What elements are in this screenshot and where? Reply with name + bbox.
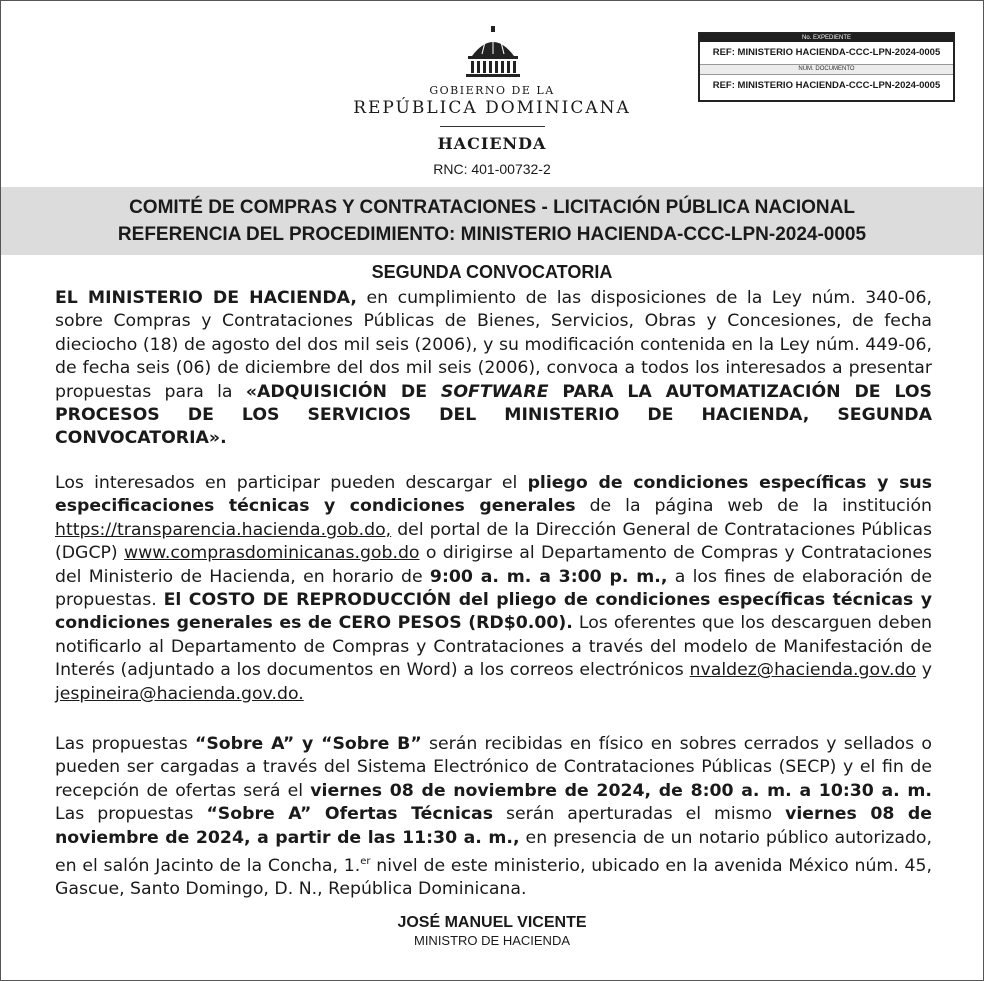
p2-bold-pliego: pliego de condiciones específicas y sus especificaciones técnicas y condiciones generales <box>55 473 932 517</box>
jespineira-email-link[interactable]: jespineira@hacienda.gov.do. <box>55 683 304 704</box>
p2-text-g: o dirigirse al Departamento de Compras y Contrataciones del Ministerio de Hacienda, en horario de <box>55 543 932 587</box>
p3-text-g: serán aperturadas el mismo <box>493 804 786 825</box>
p3-text-i: en presencia de un notario público autorizado, en el salón Jacinto de la Concha, 1. <box>55 827 932 876</box>
paragraph-2 <box>55 472 932 706</box>
comprasdominicanas-link[interactable]: www.comprasdominicanas.gob.do <box>124 543 420 564</box>
transparencia-link[interactable]: https://transparencia.hacienda.gob.do, <box>55 519 392 540</box>
p3-text-e: Las propuestas <box>55 804 207 825</box>
p2-text-k: Los oferentes que los descarguen deben notificarlo al Departamento de Compras y Contrataciones a través del modelo de Manifestación de Interés (adjuntado a los documentos en Word) a los correos electrónicos <box>55 613 933 681</box>
p1-bold-title-end: PARA LA AUTOMATIZACIÓN DE LOS PROCESOS DE LOS SERVICIOS DEL MINISTERIO DE HACIENDA, SEGUNDA CONVOCATORIA». <box>55 381 932 449</box>
p3-bold-sobres: “Sobre A” y “Sobre B” <box>194 734 422 754</box>
government-line-2: REPÚBLICA DOMINICANA <box>353 98 631 118</box>
p1-bold-title: «ADQUISICIÓN DE <box>245 381 441 402</box>
p2-text-a: Los interesados en participar pueden descargar el <box>55 473 528 493</box>
p1-software: SOFTWARE <box>440 381 549 402</box>
expediente-label: No. EXPEDIENTE <box>700 34 953 42</box>
documento-label: NÚM. DOCUMENTO <box>700 64 953 75</box>
p2-text-m: y <box>916 660 932 681</box>
government-line-1: GOBIERNO DE LA <box>429 84 555 97</box>
rnc-number: RNC: 401-00732-2 <box>433 161 551 177</box>
signatory-role: MINISTRO DE HACIENDA <box>413 933 570 948</box>
title-line-2: REFERENCIA DEL PROCEDIMIENTO: MINISTERIO HACIENDA-CCC-LPN-2024-0005 <box>117 224 867 245</box>
subtitle: SEGUNDA CONVOCATORIA <box>371 262 613 282</box>
government-dome-logo-icon <box>462 26 524 78</box>
title-band <box>1 187 983 255</box>
p2-bold-horario: 9:00 a. m. a 3:00 p. m., <box>429 566 668 587</box>
p2-text-i: a los fines de elaboración de propuestas. <box>55 566 932 611</box>
title-line-1: COMITÉ DE COMPRAS Y CONTRATACIONES - LICITACIÓN PÚBLICA NACIONAL <box>129 197 855 218</box>
p3-text-k: nivel de este ministerio, ubicado en la avenida México núm. 45, Gascue, Santo Domingo, D. N., República Dominicana. <box>55 855 932 900</box>
expediente-ref: REF: MINISTERIO HACIENDA-CCC-LPN-2024-0005 <box>712 47 941 58</box>
p1-bold: EL MINISTERIO DE HACIENDA, <box>55 288 357 308</box>
signatory-name: JOSÉ MANUEL VICENTE <box>397 914 587 931</box>
p3-superscript: er <box>360 856 371 868</box>
documento-ref: REF: MINISTERIO HACIENDA-CCC-LPN-2024-0005 <box>712 80 941 91</box>
p3-text-a: Las propuestas <box>55 734 195 754</box>
p2-text-c: de la página web de la institución <box>575 496 933 517</box>
p2-text-e: del portal de la Dirección General de Contrataciones Públicas (DGCP) <box>55 519 932 564</box>
paragraph-3 <box>55 733 932 902</box>
paragraph-1 <box>55 287 932 451</box>
p1-text: en cumplimiento de las disposiciones de la Ley núm. 340-06, sobre Compras y Contrataciones Públicas de Bienes, Servicios, Obras y Concesiones, de fecha dieciocho (18) de agosto del dos mil seis (2006), y su modificación contenida en la Ley núm. 449-06, de fecha seis (06) de diciembre del dos mil seis (2006), convoca a todos los interesados a presentar propuestas para la <box>55 288 933 402</box>
p3-bold-ofertas: “Sobre A” Ofertas Técnicas <box>206 804 493 825</box>
nvaldez-email-link[interactable]: nvaldez@hacienda.gov.do <box>689 660 917 681</box>
reference-box <box>698 32 955 102</box>
p3-bold-fecha: viernes 08 de noviembre de 2024, de 8:00 a. m. a 10:30 a. m. <box>310 780 932 801</box>
header-divider <box>440 126 545 127</box>
p2-bold-costo: El COSTO DE REPRODUCCIÓN del pliego de condiciones específicas técnicas y condiciones generales es de CERO PESOS (RD$0.00). <box>55 590 932 634</box>
p3-text-c: serán recibidas en físico en sobres cerrados y sellados o pueden ser cargadas a través del Sistema Electrónico de Contrataciones Públicas (SECP) y el fin de recepción de ofertas será el <box>55 734 932 801</box>
ministry-name: HACIENDA <box>437 134 547 153</box>
p3-bold-apertura: viernes 08 de noviembre de 2024, a partir de las 11:30 a. m., <box>55 804 932 848</box>
